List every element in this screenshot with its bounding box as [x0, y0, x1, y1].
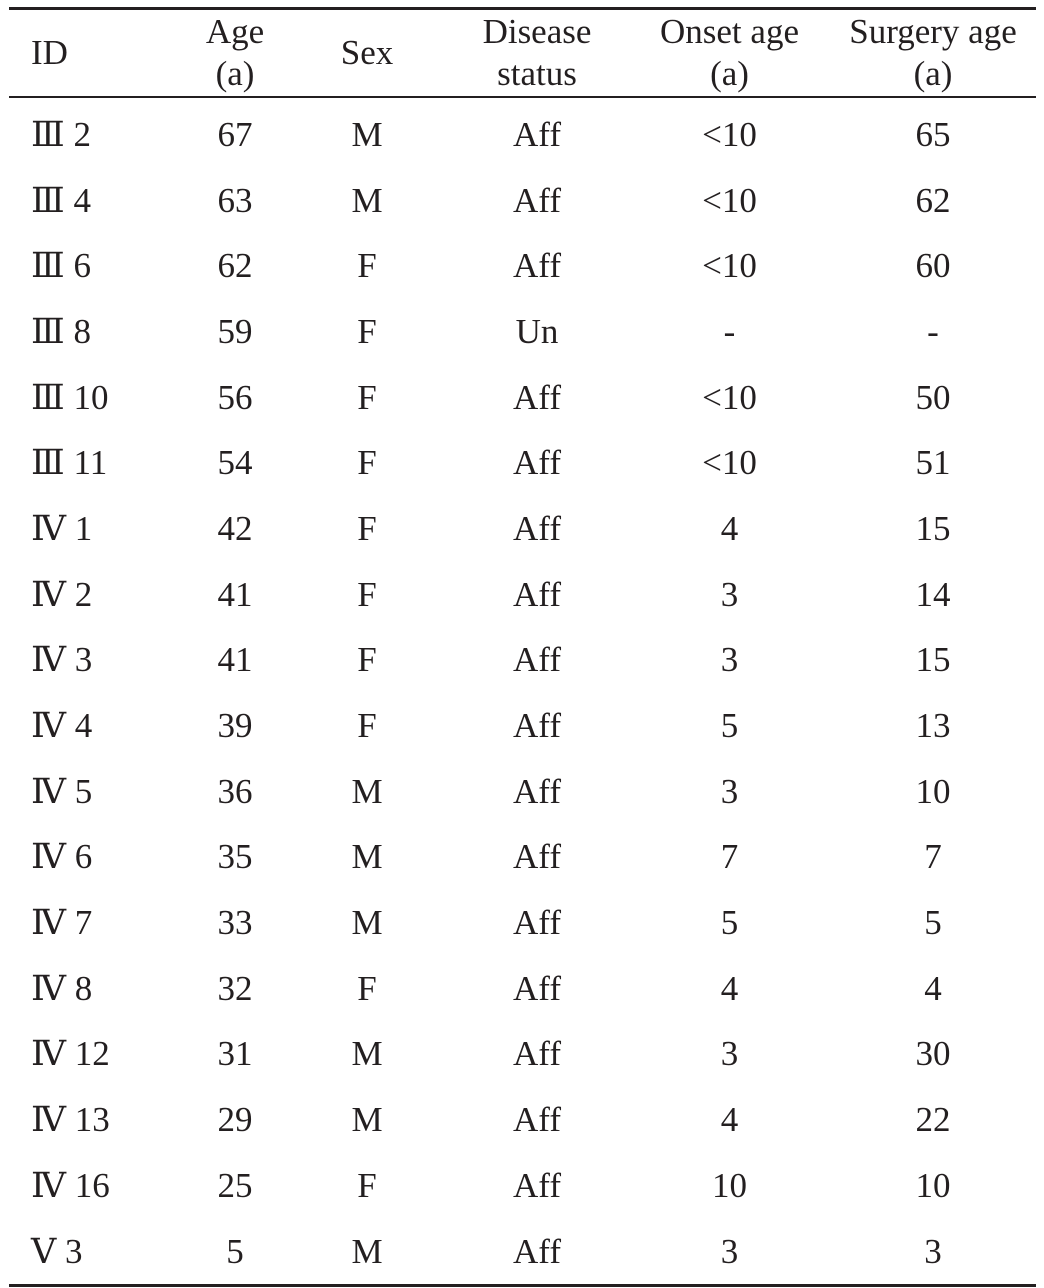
cell-onset-age: <10	[702, 443, 757, 483]
cell-disease-status: Aff	[513, 771, 561, 811]
cell-age: 63	[217, 180, 253, 220]
table-row	[9, 956, 1036, 1022]
cell-disease-status: Aff	[513, 837, 561, 877]
table-body	[9, 98, 1036, 1284]
cell-sex: F	[357, 443, 377, 483]
header-sex-line-1: Sex	[340, 33, 394, 72]
table-row	[9, 299, 1036, 365]
cell-onset-age: 3	[720, 1231, 739, 1271]
header-disease-status	[445, 10, 629, 96]
header-surgery-age-line-2: (a)	[913, 54, 953, 93]
cell-surgery-age: 7	[924, 837, 942, 877]
cell-onset-age: 4	[720, 968, 739, 1008]
cell-onset-age: 3	[720, 640, 739, 680]
cell-onset-age: 10	[712, 1165, 747, 1205]
cell-age: 31	[217, 1034, 253, 1074]
cell-age: 56	[217, 377, 253, 417]
cell-sex: F	[357, 574, 377, 614]
cell-onset-age: 5	[720, 706, 739, 746]
table-row	[9, 628, 1036, 694]
header-id-line-1: ID	[31, 33, 68, 72]
cell-surgery-age: 10	[915, 771, 951, 811]
cell-sex: F	[357, 246, 377, 286]
header-sex	[289, 10, 445, 96]
header-disease-status-line-1: Disease	[482, 12, 592, 51]
cell-surgery-age: 10	[915, 1165, 951, 1205]
cell-surgery-age: 60	[915, 246, 951, 286]
cell-age: 62	[217, 246, 253, 286]
cell-surgery-age: -	[927, 311, 939, 351]
header-onset-age-line-1: Onset age	[660, 12, 799, 51]
header-row	[9, 10, 1036, 96]
header-disease-status-line-2: status	[497, 54, 577, 93]
cell-id: Ⅳ 3	[31, 640, 93, 680]
cell-surgery-age: 13	[915, 706, 951, 746]
header-age	[181, 10, 289, 96]
cell-age: 41	[217, 574, 253, 614]
cell-id: Ⅲ 6	[31, 246, 92, 286]
cell-sex: F	[357, 968, 377, 1008]
cell-age: 35	[217, 837, 253, 877]
cell-sex: F	[357, 706, 377, 746]
cell-id: Ⅳ 12	[31, 1034, 110, 1074]
cell-id: Ⅳ 2	[31, 574, 93, 614]
cell-id: Ⅲ 4	[31, 180, 92, 220]
cell-age: 5	[226, 1231, 244, 1271]
cell-disease-status: Aff	[513, 1165, 561, 1205]
cell-age: 41	[217, 640, 253, 680]
cell-sex: F	[357, 1165, 377, 1205]
table-row	[9, 693, 1036, 759]
cell-disease-status: Aff	[513, 443, 561, 483]
cell-onset-age: <10	[702, 180, 757, 220]
cell-sex: F	[357, 508, 377, 548]
cell-onset-age: 7	[720, 837, 739, 877]
cell-surgery-age: 14	[915, 574, 951, 614]
cell-sex: M	[351, 903, 383, 943]
cell-age: 32	[217, 968, 253, 1008]
cell-id: Ⅲ 8	[31, 311, 92, 351]
cell-surgery-age: 5	[924, 903, 942, 943]
table-header	[9, 10, 1036, 96]
table-row	[9, 98, 1036, 168]
table-row	[9, 365, 1036, 431]
table-row	[9, 1219, 1036, 1285]
table-row	[9, 430, 1036, 496]
cell-disease-status: Aff	[513, 903, 561, 943]
cell-id: Ⅳ 5	[31, 771, 93, 811]
cell-sex: M	[351, 771, 383, 811]
header-onset-age-line-2: (a)	[710, 54, 749, 93]
cell-surgery-age: 3	[924, 1231, 942, 1271]
cell-age: 39	[217, 706, 253, 746]
cell-disease-status: Aff	[513, 377, 561, 417]
cell-disease-status: Aff	[513, 706, 561, 746]
cell-disease-status: Aff	[513, 640, 561, 680]
table-bottom-rule	[9, 1284, 1036, 1287]
header-surgery-age-line-1: Surgery age	[849, 12, 1017, 51]
cell-onset-age: 3	[720, 574, 739, 614]
cell-id: Ⅳ 8	[31, 968, 93, 1008]
patient-table-body	[9, 98, 1036, 1284]
cell-surgery-age: 51	[915, 443, 951, 483]
cell-id: Ⅲ 10	[31, 377, 109, 417]
cell-sex: F	[357, 311, 377, 351]
cell-surgery-age: 22	[915, 1100, 951, 1140]
cell-id: Ⅳ 6	[31, 837, 93, 877]
cell-age: 67	[217, 114, 253, 154]
table-row	[9, 496, 1036, 562]
cell-sex: F	[357, 377, 377, 417]
cell-disease-status: Aff	[513, 1034, 561, 1074]
table-row	[9, 1153, 1036, 1219]
cell-sex: M	[351, 114, 383, 154]
cell-disease-status: Aff	[513, 246, 561, 286]
table-row	[9, 1022, 1036, 1088]
cell-sex: F	[357, 640, 377, 680]
table-row	[9, 233, 1036, 299]
data-table-container	[9, 7, 1036, 1287]
table-row	[9, 890, 1036, 956]
cell-onset-age: 3	[720, 771, 739, 811]
cell-age: 25	[217, 1165, 253, 1205]
cell-onset-age: <10	[702, 114, 757, 154]
table-row	[9, 168, 1036, 234]
cell-age: 36	[217, 771, 253, 811]
cell-age: 33	[217, 903, 253, 943]
cell-id: Ⅳ 16	[31, 1165, 110, 1205]
cell-id: Ⅳ 4	[31, 706, 93, 746]
cell-sex: M	[351, 1100, 383, 1140]
table-row	[9, 562, 1036, 628]
cell-id: Ⅳ 7	[31, 903, 93, 943]
header-surgery-age	[830, 10, 1036, 96]
cell-sex: M	[351, 180, 383, 220]
table-row	[9, 1087, 1036, 1153]
cell-disease-status: Un	[515, 311, 559, 351]
cell-disease-status: Aff	[513, 1231, 561, 1271]
cell-onset-age: <10	[702, 377, 757, 417]
cell-id: Ⅳ 1	[31, 508, 93, 548]
cell-disease-status: Aff	[513, 508, 561, 548]
cell-disease-status: Aff	[513, 1100, 561, 1140]
cell-age: 59	[217, 311, 253, 351]
cell-age: 42	[217, 508, 253, 548]
cell-id: Ⅲ 11	[31, 443, 108, 483]
cell-id: Ⅴ 3	[31, 1231, 83, 1271]
cell-disease-status: Aff	[513, 180, 561, 220]
header-onset-age	[629, 10, 830, 96]
cell-sex: M	[351, 1231, 383, 1271]
header-age-line-1: Age	[205, 12, 265, 51]
cell-id: Ⅲ 2	[31, 114, 92, 154]
cell-onset-age: <10	[702, 246, 757, 286]
cell-surgery-age: 62	[915, 180, 951, 220]
cell-onset-age: 3	[720, 1034, 739, 1074]
cell-onset-age: -	[723, 311, 736, 351]
cell-onset-age: 5	[720, 903, 739, 943]
cell-sex: M	[351, 1034, 383, 1074]
cell-id: Ⅳ 13	[31, 1100, 110, 1140]
table-row	[9, 759, 1036, 825]
cell-age: 54	[217, 443, 253, 483]
cell-surgery-age: 4	[924, 968, 942, 1008]
cell-onset-age: 4	[720, 508, 739, 548]
cell-surgery-age: 50	[915, 377, 951, 417]
header-age-line-2: (a)	[215, 54, 255, 93]
cell-surgery-age: 30	[915, 1034, 951, 1074]
cell-onset-age: 4	[720, 1100, 739, 1140]
cell-disease-status: Aff	[513, 968, 561, 1008]
patient-table	[9, 10, 1036, 96]
cell-surgery-age: 15	[915, 640, 951, 680]
cell-disease-status: Aff	[513, 114, 561, 154]
cell-sex: M	[351, 837, 383, 877]
table-row	[9, 825, 1036, 891]
cell-disease-status: Aff	[513, 574, 561, 614]
cell-surgery-age: 15	[915, 508, 951, 548]
header-id	[9, 10, 181, 96]
cell-surgery-age: 65	[915, 114, 951, 154]
cell-age: 29	[217, 1100, 253, 1140]
